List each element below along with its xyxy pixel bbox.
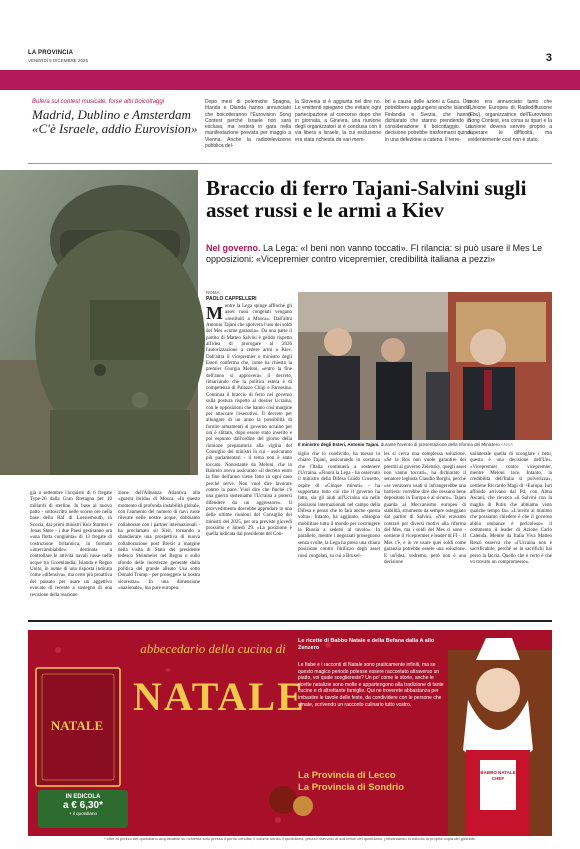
ad-footnote: * oltre al prezzo del quotidiano acquistabile su richiesta solo presso il punto vendita; il volume senza il quotidiano, prezzo riservato ai soli lettori del quotidiano, presentando in edicola la propria copia del giornale. <box>104 836 476 841</box>
page-number: 3 <box>545 52 552 64</box>
article-column-4: les si cerca una complessa soluzione. «Se la Ros non vuole garantire dei prestiti al governo Zelensky, quegli asset non vanno toccati», ha dichiarato il senatore leghista Claudio Borghi, perché «se venissero usati si infrangerebbe una barriera: vorrebbe dire che nessuno bene depositato in Europa è al sicuro». Tajani guarda al Meccanismo europeo di stabilità, strumento da sempre osteggiato dal partito di Salvini. «Noi eravamo contrari per diversi motivi alla riforma del Mes, ma i soldi del Mes ci sono - sostiene il vicepremier e leader di FI -. Il Mes c'è, e io ve usare quei soldi come garanzia potrebbe essere una soluzione. E un'idea, vedremo, però non è una decisione <box>384 452 466 565</box>
byline-city: ROMA <box>206 290 220 295</box>
caption-bold: Il ministro degli Esteri, Antonio Tajani, <box>298 442 380 447</box>
price-badge <box>38 790 128 828</box>
apron-text: BABBO NATALE CHEF <box>480 770 516 781</box>
article-column-3: siglio che io condivido, ha messo in chiaro Tajani, assicurando in sostanza che l'Italia continuerà a sostenere l'Ucraina. «Finora la Lega - ha osservato il ministro della Difesa Guido Crosetto, ospite di «Cinque minuti» - ha supportato tutto ciò che il governo ha fatto, sia gli aiuti all'Ucraina sia nelle posizioni internazionali nel campo della Difesa e penso che lo farà anche questa volta». Intanto, ha aggiunto, «bisogna mobilitare tutto il mondo per costringere la Russia a sedersi al tavolo». In parallelo, mentre i negoziati proseguono senza svolte, la Lega ha preso una chiara posizione contro l'utilizzo degli asset russi congelati, su cui a Bruxel- <box>298 452 380 559</box>
price: a € 6,30* <box>62 800 104 811</box>
top-story-column: moto era annunciato tanto che l'Unione Europea di Radiodiffusione (Ebu), organizzatrice dell'Eurovision Song Contest, era corsa ai ripari e la riunione doveva servire proprio a superare le difficoltà, ma evidentemente così non è stato. <box>468 99 552 143</box>
section-strip <box>28 614 552 628</box>
ad-right-heading: Le ricette di Babbo Natale e della Befana dalla A allo Zenzero <box>298 638 435 651</box>
ad-title-script: abbecedario della cucina di <box>140 641 286 656</box>
ad-title-big: NATALE <box>133 674 306 719</box>
brand-sondrio: La Provincia di Sondrio <box>298 782 405 793</box>
photo-caption <box>298 442 552 447</box>
main-headline: Braccio di ferro Tajani-Salvini sugli asset russi e le armi a Kiev <box>206 176 527 222</box>
article-column-1 <box>206 303 292 538</box>
sub-lead: Nel governo. <box>206 243 261 253</box>
divider <box>28 163 552 164</box>
ad-right-text: Le fiabe e i racconti di Natale sono praticamente infiniti, ma se questo magico periodo potesse essere raccontato attraverso un piatto, voi quale scegliereste? Un po' come le storie, anche le ricette natalizie sono molte e appartengono alla tradizione di tante cucine e di altrettante famiglie. Qui ne troverete abbastanza per imbastire le tavole delle feste, da condividere con le persone che amate, scrivendo un racconto culinario tutto vostro. <box>298 662 444 708</box>
section-color-bar <box>0 70 580 90</box>
top-story-kicker: Bufera sul contest musicale, forse altri boicottaggi <box>32 99 165 105</box>
masthead <box>28 50 552 72</box>
top-story-column: bri a causa delle azioni a Gaza. Ora potrebbero aggiungersi anche Islanda, Finlandia e Svezia, che hanno dichiarato che stanno prendendo in considerazione il boicottaggio. La decisione potrebbe trasformarsi quindi in una defezione a catena. Il terre- <box>385 99 471 143</box>
article-column-mid: zione dell'Alleanza Atlantica alla «guerra ibrida» di Mosca. «In questo momento di profonda instabilità globale, con l'aumento del numero di navi russe rilevate nelle nostre acque, dobbiamo collaborare con i partner internazionali - ha proclamato sir Keir, tornando a sbandierare una prospettiva di nuova collaborazione post Brexit a margine della visita di Stato del presidente tedesco Steinmeier nel Regno e sullo sfondo delle incertezze generate dalla politica del grande alleato Usa sotto Donald Trump - per proteggere la nostra sicurezza». In una dimensione «nazionale», ma pure europea. <box>118 491 200 592</box>
price-note: + il quotidiano <box>69 811 97 816</box>
article-column-left: già a settembre l'acquisto di 6 fregate Type-26 dalla Gran Bretagna per 10 miliardi di sterline. In base al nuovo patto - sottoscritto nelle scorse ore nella base della Raf di Lossiemouth, in Scozia, dai primi ministri Keir Starmer e Jonas Støre - i due Paesi gestiranno ora «una flotta congiunta» di 13 fregate di costruzione britannica, in formato «intercambiabile»: destinata a controllare le attività navali russe nelle acque tra Groenlandia, Islanda e Regno Unito, in nome di una risposta indicata come «difensiva», ma certo più proattiva del passato per usare un aggettivo evocato di recente a sostegno di una revisione della reazione <box>30 491 112 598</box>
article-text: entre la Lega spinge affinché gli asset russi congelati vengano «restituiti a Mosca». Dall'altra Antonio Tajani che spolvera l'uso dei soldi del Mes «come garanzia». Da una parte il partito di Matteo Salvini è gelido rispetto all'idea di prorogare al 2026 l'autorizzazione a cedere armi a Kiev. Dall'altra il vicepremier e ministro degli Esteri conferma che, come ha chiesto la premier Giorgia Meloni, «entro la fine dell'anno si approverà» il decreto, rimarcando che la politica estera è di competenza di Palazzo Chigi e Farnesina. Continua il braccio di ferro nel governo sulla postura rispetto al dossier Ucraina, con le opposizioni che hanno così margine per attaccare l'esecutivo. Il decreto per allungare di un anno la possibilità di fornire armamenti al governo ucraino per ora è slittato, dopo essere stato inserito e poi espunto dall'ordine del giorno della riunione preparatoria alla vigilia del Consiglio dei ministri in cui - assicurano più parlamentari - il tema non è stato toccato. Nonostante da Meloni, che in Bahrein aveva assicurato «il decreto entro la fine dell'anno viene fatto in ogni caso perché serve. Non vuol dire lavorare contro la pace. Vuol dire che finché c'è una guerra sosteniamo l'Ucraina a potersi difendere da un aggressore». Il provvedimento dovrebbe approdare in una delle ultime riunioni del Consiglio dei ministri del 2025, per ora previste giovedì prossimo e lunedì 29. «La posizione è quella indicata dal presidente del Con- <box>206 304 292 538</box>
article-column-2 <box>206 491 292 609</box>
article-column-5: unilaterale quella di sconglare i beni, questa è una decisione dell'Ue». «Vicepremier contro vicepremier, mentre Meloni tace. Intanto, la credibilità dell'Italia si polverizza», sostiene Riccardo Magi di +Europa. Iuri affondo arrivano dal Pd, con Alma Ascani, che rievoca «il Salvini con la maglia di Putin che abbiamo visto qualche tempo fa». «L'invito al minimo che possiamo chiedere è che il governo abbia utubanze è pericoloso» il commento il leader di Azione Carlo Calenda. Mentre da Italia Viva Matteo Renzi osserva che «l'Ucraina non è sacrificabile, perché se la sacrifichi hai perso la faccia. Quello che è certo è che vo trovato un compromesso». <box>470 452 552 565</box>
ad-brand <box>298 770 444 794</box>
dropcap: M <box>206 303 223 323</box>
book-title: NATALE <box>50 718 104 733</box>
advertisement <box>28 630 552 836</box>
top-story-column: la Slovenia si è aggiunta nel dire no. Le emittenti spiegano che evitare ogni partecipazione al concorso dopo che in giornata, a Ginevra, una riunione degli organizzatori si è conclusa con il via libera a Israele, la cui esclusione era stata richiesta da vari mem- <box>295 99 381 143</box>
tajani-photo <box>298 292 552 440</box>
byline-author: PAOLO CAPPELLERI <box>206 296 257 302</box>
caption-text: durante l'evento di presentazione della riforma del Ministero <box>379 442 500 447</box>
main-subheadline <box>206 243 552 265</box>
brand-lecco: La Provincia di Lecco <box>298 770 396 781</box>
newspaper-name: LA PROVINCIA <box>28 50 74 56</box>
price-label: IN EDICOLA <box>65 794 101 800</box>
issue-date: VENERDÌ 5 DICEMBRE 2025 <box>28 58 89 63</box>
top-story-column: Dopo mesi di polemiche Spagna, Irlanda e Olanda hanno annunciato che boicotteranno l'Eurovision Song Contest perché Israele non sarà esclusa, ma resterà in gara nella manifestazione prevista per maggio a Vienna. Anche la radiotelevisione pubblica del- <box>205 99 291 150</box>
top-story-headline: Madrid, Dublino e Amsterdam «C'è Israele, addio Eurovision» <box>32 107 198 136</box>
sub-text: La Lega: «I beni non vanno toccati». FI rilancia: si può usare il Mes Le opposizioni: «Vicepremier contro vicepremier, credibilità italiana a pezzi» <box>206 243 543 264</box>
soldier-photo <box>0 170 198 475</box>
caption-credit: ANSA <box>500 442 513 447</box>
